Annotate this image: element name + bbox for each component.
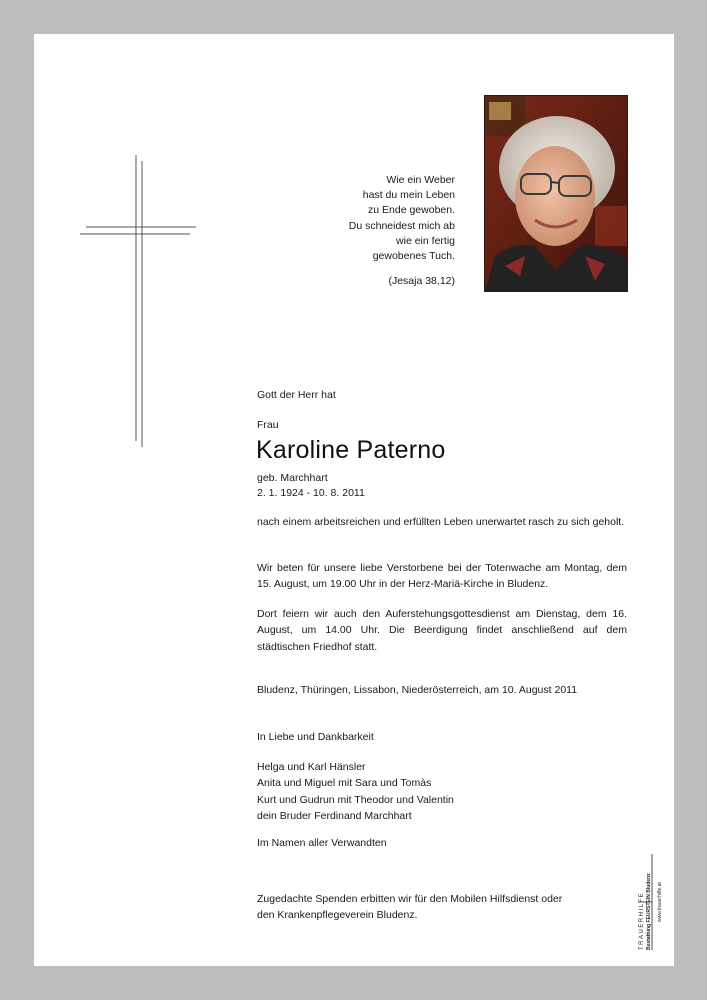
salutation: Frau bbox=[257, 419, 279, 431]
birth-name: geb. Marchhart bbox=[257, 472, 328, 484]
quote-line: zu Ende gewoben. bbox=[368, 204, 455, 217]
mourner-entry: dein Bruder Ferdinand Marchhart bbox=[257, 810, 412, 823]
paragraph: nach einem arbeitsreichen und erfüllten Leben unerwartet rasch zu sich geholt. bbox=[257, 516, 625, 528]
quote-line: gewobenes Tuch. bbox=[372, 250, 455, 263]
donation-line: den Krankenpflegeverein Bludenz. bbox=[257, 909, 418, 922]
closing-text: In Liebe und Dankbarkeit bbox=[257, 731, 374, 743]
paragraph: Wir beten für unsere liebe Verstorbene bei der Totenwache am Montag, dem 15. August, um 19.00 Uhr in der Herz-Mariä-Kirche in Bludenz. bbox=[257, 562, 627, 591]
logo-line-2: Bestattung FEURSTEIN Bludenz bbox=[646, 873, 652, 950]
relatives-text: Im Namen aller Verwandten bbox=[257, 837, 387, 849]
mourners-list bbox=[257, 759, 454, 825]
funeral-home-logo bbox=[636, 852, 668, 952]
portrait-photo bbox=[484, 95, 628, 292]
quote-line: Du schneidest mich ab bbox=[348, 219, 455, 232]
mourner-entry: Kurt und Gudrun mit Theodor und Valentin bbox=[257, 793, 454, 806]
quote-line: wie ein fertig bbox=[396, 234, 455, 247]
mourner-entry: Anita und Miguel mit Sara und Tomàs bbox=[257, 777, 432, 790]
intro-text: Gott der Herr hat bbox=[257, 389, 336, 401]
quote-line: Wie ein Weber bbox=[386, 174, 455, 186]
logo-line-3: www.trauerhilfe.at bbox=[657, 882, 663, 922]
quote-line: hast du mein Leben bbox=[362, 189, 455, 202]
cross-icon bbox=[80, 155, 198, 447]
life-dates: 2. 1. 1924 - 10. 8. 2011 bbox=[257, 487, 365, 499]
deceased-name: Karoline Paterno bbox=[256, 436, 446, 464]
place-date: Bludenz, Thüringen, Lissabon, Niederösterreich, am 10. August 2011 bbox=[257, 684, 578, 696]
paragraph: Dort feiern wir auch den Auferstehungsgottesdienst am Dienstag, dem 16. August, um 14.00 Uhr. Die Beerdigung findet anschließend auf dem städtischen Friedhof statt. bbox=[257, 608, 627, 653]
donation-note bbox=[257, 891, 562, 924]
logo-line-1: TRAUERHILFE bbox=[639, 891, 645, 950]
mourner-entry: Helga und Karl Hänsler bbox=[257, 761, 366, 773]
bible-quote bbox=[300, 173, 455, 289]
donation-line: Zugedachte Spenden erbitten wir für den Mobilen Hilfsdienst oder bbox=[257, 893, 563, 905]
quote-reference: (Jesaja 38,12) bbox=[388, 275, 455, 288]
